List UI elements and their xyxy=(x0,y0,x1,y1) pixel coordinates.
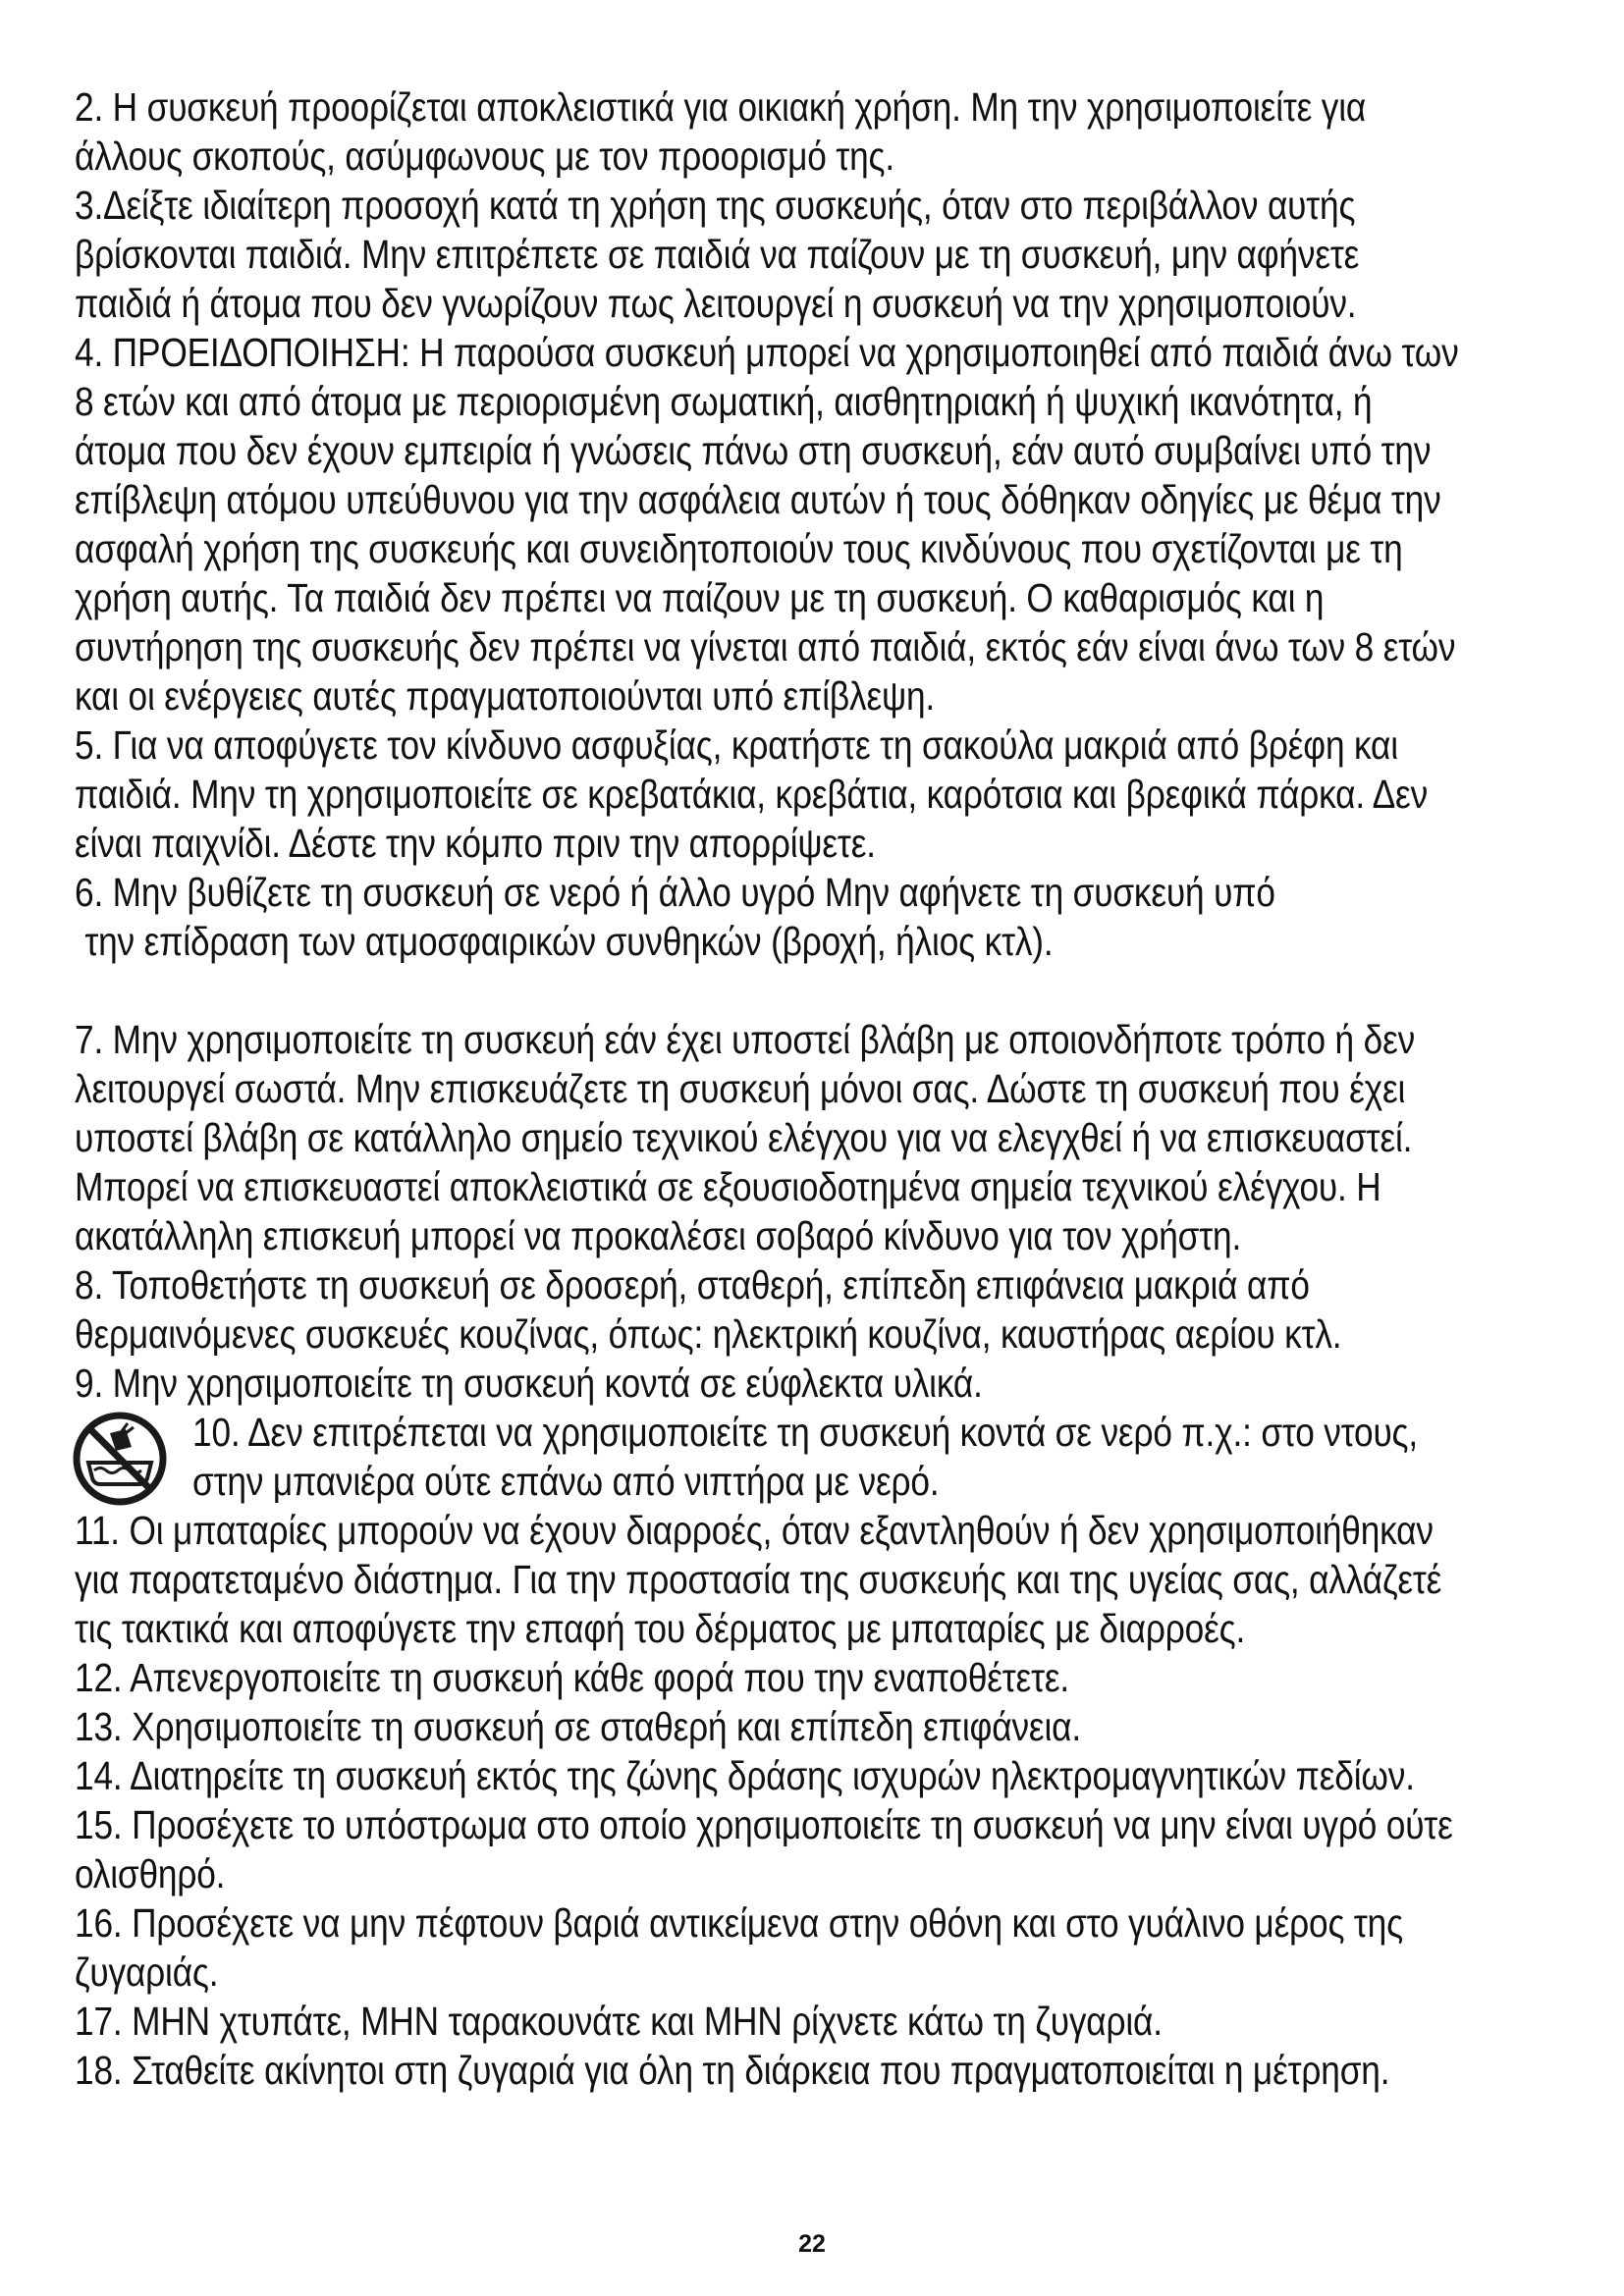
instruction-item-3 xyxy=(75,181,1557,328)
text-line: την επίδραση των ατμοσφαιρικών συνθηκών (βροχή, ήλιος κτλ). xyxy=(84,919,1054,964)
instruction-item-6 xyxy=(75,868,1557,966)
text-line: τις τακτικά και αποφύγετε την επαφή του δέρματος με μπαταρίες με διαρροές. xyxy=(75,1606,1246,1651)
text-line: άτομα που δεν έχουν εμπειρία ή γνώσεις πάνω στη συσκευή, εάν αυτό συμβαίνει υπό την xyxy=(75,428,1432,473)
text-line: 18. Σταθείτε ακίνητοι στη ζυγαριά για όλη τη διάρκεια που πραγματοποιείται η μέτρηση. xyxy=(75,2048,1390,2093)
instruction-item-8 xyxy=(75,1260,1557,1359)
text-line: 14. Διατηρείτε τη συσκευή εκτός της ζώνης δράσης ισχυρών ηλεκτρομαγνητικών πεδίων. xyxy=(75,1753,1415,1798)
instruction-item-15 xyxy=(75,1800,1557,1898)
text-line: ακατάλληλη επισκευή μπορεί να προκαλέσει σοβαρό κίνδυνο για τον χρήστη. xyxy=(75,1213,1242,1258)
text-line: άλλους σκοπούς, ασύμφωνους με τον προορισμό της. xyxy=(75,133,894,179)
text-line: 6. Μην βυθίζετε τη συσκευή σε νερό ή άλλο υγρό Μην αφήνετε τη συσκευή υπό xyxy=(75,870,1275,915)
text-line: ολισθηρό. xyxy=(75,1851,226,1896)
text-line: συντήρηση της συσκευής δεν πρέπει να γίνεται από παιδιά, εκτός εάν είναι άνω των 8 ετών xyxy=(75,624,1456,669)
text-line: 7. Μην χρησιμοποιείτε τη συσκευή εάν έχει υποστεί βλάβη με οποιονδήποτε τρόπο ή δεν xyxy=(75,1017,1416,1062)
text-line: παιδιά ή άτομα που δεν γνωρίζουν πως λειτουργεί η συσκευή να την χρησιμοποιούν. xyxy=(75,281,1357,326)
text-line: 8 ετών και από άτομα με περιορισμένη σωματική, αισθητηριακή ή ψυχική ικανότητα, ή xyxy=(75,379,1373,424)
text-line: στην μπανιέρα ούτε επάνω από νιπτήρα με νερό. xyxy=(192,1459,940,1504)
text-line: 2. Η συσκευή προορίζεται αποκλειστικά για οικιακή χρήση. Μη την χρησιμοποιείτε για xyxy=(75,84,1367,130)
text-line: βρίσκονται παιδιά. Μην επιτρέπετε σε παιδιά να παίζουν με τη συσκευή, μην αφήνετε xyxy=(75,232,1360,277)
text-line: 9. Μην χρησιμοποιείτε τη συσκευή κοντά σε εύφλεκτα υλικά. xyxy=(75,1361,983,1406)
text-line: είναι παιχνίδι. Δέστε την κόμπο πριν την απορρίψετε. xyxy=(75,821,876,866)
text-line: 5. Για να αποφύγετε τον κίνδυνο ασφυξίας, κρατήστε τη σακούλα μακριά από βρέφη και xyxy=(75,722,1398,768)
text-line: 17. ΜΗΝ χτυπάτε, ΜΗΝ ταρακουνάτε και ΜΗΝ ρίχνετε κάτω τη ζυγαριά. xyxy=(75,1999,1163,2044)
text-line: 10. Δεν επιτρέπεται να χρησιμοποιείτε τη συσκευή κοντά σε νερό π.χ.: στο ντους, xyxy=(192,1410,1419,1455)
text-line: λειτουργεί σωστά. Μην επισκευάζετε τη συσκευή μόνοι σας. Δώστε τη συσκευή που έχει xyxy=(75,1066,1406,1111)
text-line: 12. Απενεργοποιείτε τη συσκευή κάθε φορά που την εναποθέτετε. xyxy=(75,1655,1070,1700)
text-line: 13. Χρησιμοποιείτε τη συσκευή σε σταθερή και επίπεδη επιφάνεια. xyxy=(75,1704,1081,1749)
text-line: παιδιά. Μην τη χρησιμοποιείτε σε κρεβατάκια, κρεβάτια, καρότσια και βρεφικά πάρκα. Δεν xyxy=(75,772,1429,817)
page-number: 22 xyxy=(798,2230,826,2258)
instruction-item-7 xyxy=(75,1015,1557,1260)
text-line: 3.Δείξτε ιδιαίτερη προσοχή κατά τη χρήση της συσκευής, όταν στο περιβάλλον αυτής xyxy=(75,183,1356,228)
paragraph-gap xyxy=(75,966,1557,1015)
text-line: υποστεί βλάβη σε κατάλληλο σημείο τεχνικού ελέγχου για να ελεγχθεί ή να επισκευαστεί. xyxy=(75,1115,1413,1160)
instruction-item-17 xyxy=(75,1997,1557,2046)
text-line: θερμαινόμενες συσκευές κουζίνας, όπως: ηλεκτρική κουζίνα, καυστήρας αερίου κτλ. xyxy=(75,1311,1342,1357)
text-line: 4. ΠΡΟΕΙΔΟΠΟΙΗΣΗ: Η παρούσα συσκευή μπορεί να χρησιμοποιηθεί από παιδιά άνω των xyxy=(75,330,1459,375)
text-line: για παρατεταμένο διάστημα. Για την προστασία της συσκευής και της υγείας σας, αλλάζετέ xyxy=(75,1557,1442,1602)
instruction-item-18 xyxy=(75,2046,1557,2095)
safety-instructions xyxy=(75,82,1557,2095)
text-line: 11. Οι μπαταρίες μπορούν να έχουν διαρροές, όταν εξαντληθούν ή δεν χρησιμοποιήθηκαν xyxy=(75,1508,1434,1553)
instruction-item-11 xyxy=(75,1506,1557,1653)
text-line: 15. Προσέχετε το υπόστρωμα στο οποίο χρησιμοποιείτε τη συσκευή να μην είναι υγρό ούτε xyxy=(75,1802,1453,1847)
instruction-item-4 xyxy=(75,328,1557,721)
instruction-item-9 xyxy=(75,1359,1557,1408)
text-line: ασφαλή χρήση της συσκευής και συνειδητοποιούν τους κινδύνους που σχετίζονται με τη xyxy=(75,526,1403,571)
text-line: ζυγαριάς. xyxy=(75,1949,219,1995)
text-line: επίβλεψη ατόμου υπεύθυνου για την ασφάλεια αυτών ή τους δόθηκαν οδηγίες με θέμα την xyxy=(75,477,1441,522)
text-line: 16. Προσέχετε να μην πέφτουν βαριά αντικείμενα στην οθόνη και στο γυάλινο μέρος της xyxy=(75,1900,1403,1946)
instruction-item-12 xyxy=(75,1653,1557,1702)
instruction-item-14 xyxy=(75,1751,1557,1800)
instruction-item-16 xyxy=(75,1898,1557,1997)
instruction-item-2 xyxy=(75,82,1557,181)
instruction-item-5 xyxy=(75,721,1557,868)
text-line: 8. Τοποθετήστε τη συσκευή σε δροσερή, σταθερή, επίπεδη επιφάνεια μακριά από xyxy=(75,1262,1310,1308)
instruction-item-13 xyxy=(75,1702,1557,1751)
instruction-item-10 xyxy=(75,1408,1557,1506)
no-water-use-icon xyxy=(71,1410,169,1508)
text-line: χρήση αυτής. Τα παιδιά δεν πρέπει να παίζουν με τη συσκευή. Ο καθαρισμός και η xyxy=(75,575,1325,620)
text-line: Μπορεί να επισκευαστεί αποκλειστικά σε εξουσιοδοτημένα σημεία τεχνικού ελέγχου. Η xyxy=(75,1164,1381,1209)
text-line: και οι ενέργειες αυτές πραγματοποιούνται υπό επίβλεψη. xyxy=(75,673,936,719)
